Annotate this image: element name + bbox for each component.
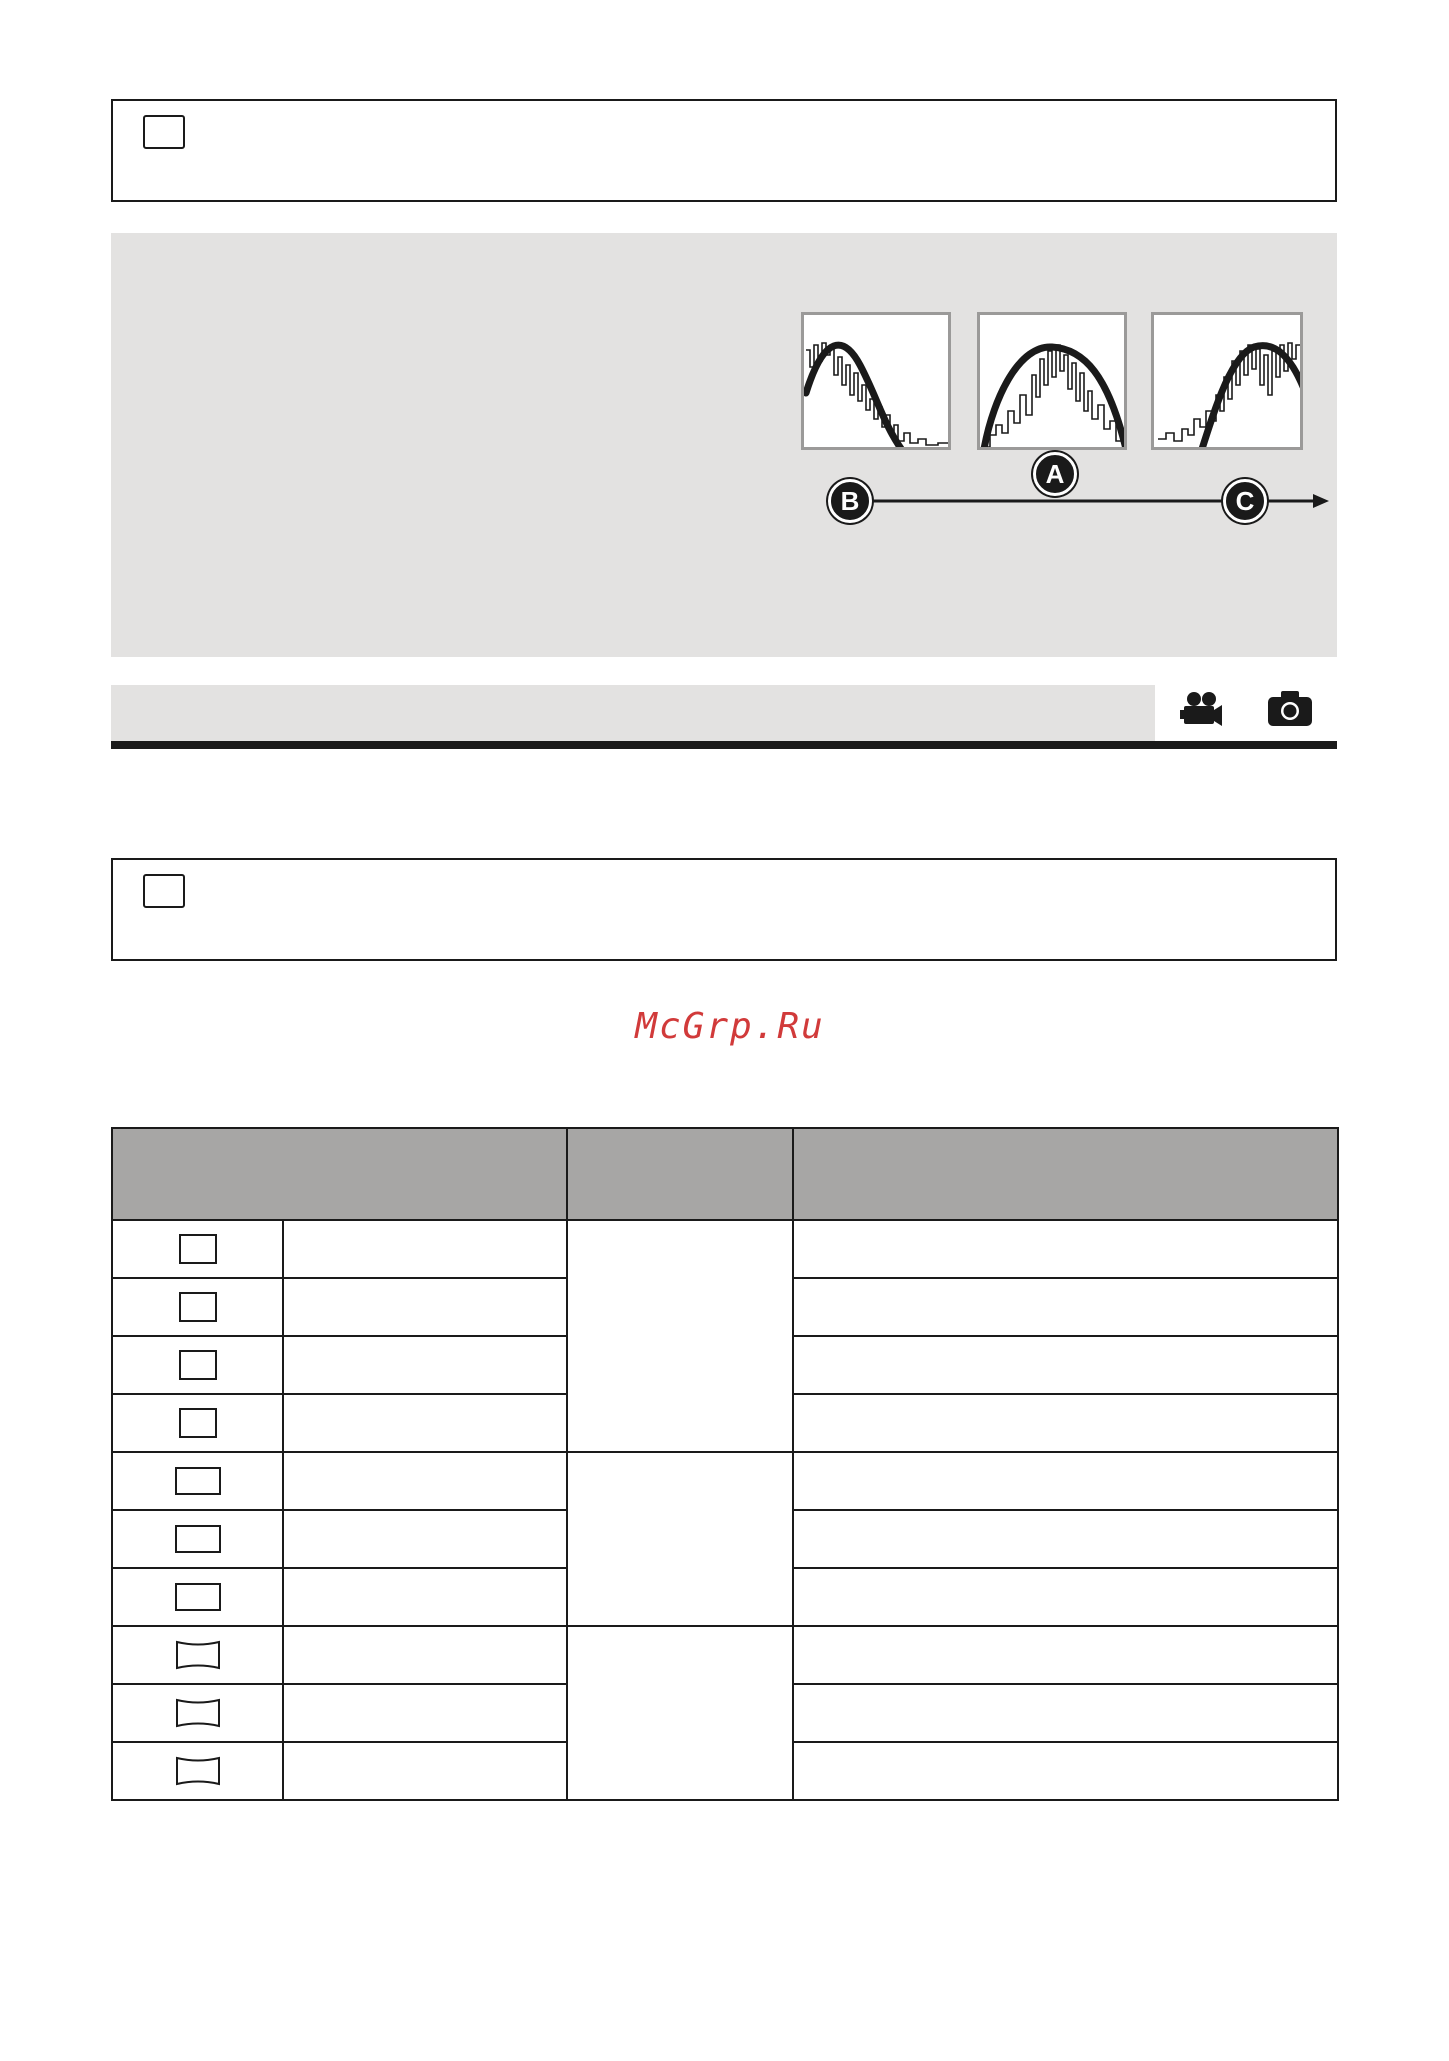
wide-mode-icon <box>175 1467 221 1495</box>
note-icon <box>143 874 185 908</box>
icon-cell <box>112 1278 283 1336</box>
histogram-bright <box>1151 312 1303 450</box>
icon-cell <box>112 1452 283 1510</box>
wide-mode-icon <box>175 1583 221 1611</box>
description-cell <box>793 1742 1338 1800</box>
note-box-middle <box>111 858 1337 961</box>
icon-cell <box>112 1220 283 1278</box>
group-cell <box>567 1626 793 1800</box>
header-cell-description <box>793 1128 1338 1220</box>
name-cell <box>283 1336 567 1394</box>
still-camera-icon <box>1267 690 1313 732</box>
name-cell <box>283 1452 567 1510</box>
header-cell-group <box>567 1128 793 1220</box>
name-cell <box>283 1568 567 1626</box>
square-mode-icon <box>179 1350 217 1380</box>
note-icon <box>143 115 185 149</box>
curved-mode-icon <box>175 1756 221 1786</box>
description-cell <box>793 1452 1338 1510</box>
square-mode-icon <box>179 1234 217 1264</box>
square-mode-icon <box>179 1408 217 1438</box>
name-cell <box>283 1684 567 1742</box>
mode-table <box>111 1127 1339 1801</box>
group-cell <box>567 1220 793 1452</box>
label-b-text: B <box>840 486 860 516</box>
curved-mode-icon <box>175 1640 221 1670</box>
description-cell <box>793 1626 1338 1684</box>
description-cell <box>793 1568 1338 1626</box>
icon-cell <box>112 1568 283 1626</box>
description-cell <box>793 1336 1338 1394</box>
section-header <box>111 685 1155 741</box>
table-row <box>112 1220 1338 1278</box>
name-cell <box>283 1278 567 1336</box>
icon-cell <box>112 1742 283 1800</box>
description-cell <box>793 1394 1338 1452</box>
description-cell <box>793 1684 1338 1742</box>
table-header-row <box>112 1128 1338 1220</box>
icon-cell <box>112 1510 283 1568</box>
section-rule <box>111 741 1337 749</box>
group-cell <box>567 1452 793 1626</box>
description-cell <box>793 1510 1338 1568</box>
wide-mode-icon <box>175 1525 221 1553</box>
table-row <box>112 1626 1338 1684</box>
table-row <box>112 1452 1338 1510</box>
histogram-panel <box>111 233 1337 657</box>
movie-camera-icon <box>1180 690 1224 732</box>
icon-cell <box>112 1684 283 1742</box>
icon-cell <box>112 1394 283 1452</box>
label-a-text: A <box>1045 459 1065 489</box>
name-cell <box>283 1626 567 1684</box>
icon-cell <box>112 1626 283 1684</box>
name-cell <box>283 1510 567 1568</box>
name-cell <box>283 1742 567 1800</box>
histogram-dark <box>801 312 951 450</box>
name-cell <box>283 1394 567 1452</box>
label-c-text: C <box>1235 486 1255 516</box>
watermark: McGrp.Ru <box>635 1006 825 1047</box>
description-cell <box>793 1278 1338 1336</box>
name-cell <box>283 1220 567 1278</box>
header-cell-mode <box>112 1128 567 1220</box>
histogram-proper <box>977 312 1127 450</box>
label-c-marker <box>1223 479 1267 523</box>
curved-mode-icon <box>175 1698 221 1728</box>
square-mode-icon <box>179 1292 217 1322</box>
icon-cell <box>112 1336 283 1394</box>
note-box-top <box>111 99 1337 202</box>
label-b-marker <box>828 479 872 523</box>
label-a-marker <box>1033 452 1077 496</box>
description-cell <box>793 1220 1338 1278</box>
